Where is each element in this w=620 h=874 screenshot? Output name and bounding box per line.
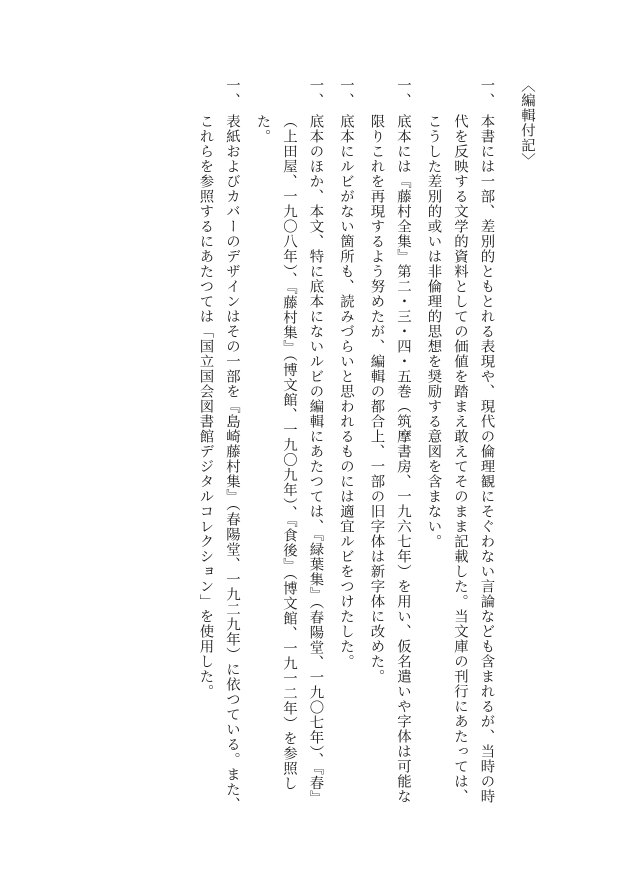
note-item <box>420 78 500 818</box>
note-text: 底本には『藤村全集』第二・三・四・五巻（筑摩書房、一九六七年）を用い、仮名遣いや字体は可能な限りこれを再現するよう努めたが、編輯の都合上、一部の旧字体は新字体に改めた。 <box>368 114 411 804</box>
note-bullet: 一、 <box>338 78 354 108</box>
note-text: 底本のほか、本文、特に底本にないルビの編輯にあたつては、『緑葉集』（春陽堂、一九〇七年）、『春』（上田屋、一九〇八年）、『藤村集』（博文館、一九〇九年）、『食後』（博文館、一九一二年）を参照した。 <box>254 114 324 806</box>
note-item <box>192 78 245 818</box>
note-item <box>363 78 416 818</box>
notes-heading: 〈編輯付記〉 <box>519 78 535 168</box>
note-text: 底本にルビがない箇所も、読みづらいと思われるものには適宜ルビをつけたした。 <box>338 114 354 669</box>
note-item <box>249 78 329 818</box>
note-text: 本書には一部、差別的ともとれる表現や、現代の倫理観にそぐわない言論なども含まれるが、当時の時代を反映する文学的資料としての価値を踏まえ敢えてそのまま記載した。当文庫の刊行にあたっては、こうした差別的或いは非倫理的思想を奨励する意図を含まない。 <box>425 114 495 804</box>
editorial-notes <box>188 78 540 818</box>
note-text: 表紙およびカバーのデザインはその一部を『島崎藤村集』（春陽堂、一九二九年）に依つている。また、これらを参照するにあたつては「国立国会図書館デジタルコレクション」を使用した。 <box>197 114 240 812</box>
note-bullet: 一、 <box>478 78 495 108</box>
note-bullet: 一、 <box>307 78 324 108</box>
note-bullet: 一、 <box>224 78 240 108</box>
note-item <box>333 78 360 818</box>
note-bullet: 一、 <box>395 78 411 108</box>
